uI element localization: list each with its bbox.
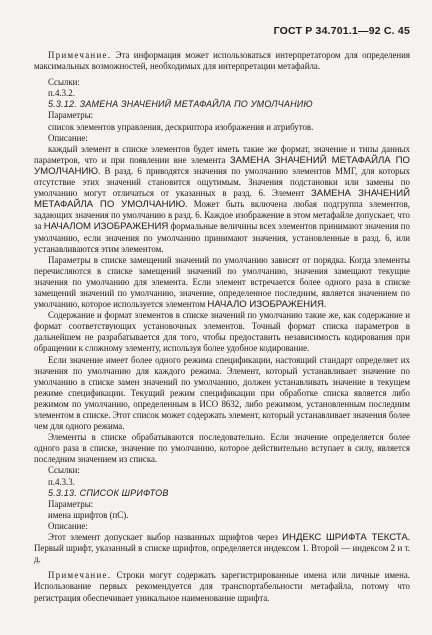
page-header: ГОСТ Р 34.701.1—92 С. 45	[273, 25, 410, 37]
desc-p2-tail: .	[323, 299, 327, 310]
element-name-begin-picture-1: НАЧАЛОМ ИЗОБРАЖЕНИЯ	[43, 221, 169, 233]
ref-1: п.4.3.2.	[48, 88, 75, 99]
element-name-replace-defaults-1: ЗАМЕНА ЗНАЧЕНИЙ МЕТАФАЙЛА ПО УМОЛЧАНИЮ	[34, 154, 410, 177]
desc-paragraph-5: Элементы в списке обрабатываются последовательно. Если значение определяется более одного раза в списке, значение по умолчанию, которое действительно вступает в силу, является последним значением из списка.	[34, 432, 410, 465]
params-label-2: Параметры:	[48, 498, 94, 509]
element-name-begin-picture-2: НАЧАЛО ИЗОБРАЖЕНИЯ	[207, 299, 324, 311]
params-label-1: Параметры:	[48, 110, 94, 121]
section-5-3-12-title: 5.3.12. ЗАМЕНА ЗНАЧЕНИЙ МЕТАФАЙЛА ПО УМОЛЧАНИЮ	[48, 99, 313, 110]
ref-2: п.4.3.3.	[48, 476, 75, 487]
note-2-label: Примечание.	[48, 570, 112, 581]
note-1-text: Эта информация может использоваться интерпретатором для определения максимальных возможностей, необходимых для интерпретации метафайла.	[34, 50, 410, 72]
desc-paragraph-6	[34, 532, 410, 565]
desc-6-a: Этот элемент допускает выбор названных шрифтов через	[48, 532, 278, 543]
element-name-text-font-index: ИНДЕКС ШРИФТА ТЕКСТА	[282, 532, 408, 544]
refs-label-2: Ссылки:	[48, 465, 80, 476]
desc-paragraph-2	[34, 255, 410, 310]
desc-paragraph-4: Если значение имеет более одного режима спецификации, настоящий стандарт определяет их значения по умолчанию для каждого режима. Элемент, который устанавливает значение по умолчанию в списке замен значений по умолчанию, должен устанавливать значение в текущем режиме спецификации. Текущий режим спецификации при обработке списка является либо режимом по умолчанию, определенным в ИСО 8632, либо режимом, установленным последним элементом в списке. Этот список может содержать элемент, который устанавливает значения более чем для одного режима.	[34, 354, 410, 432]
desc-paragraph-1	[34, 144, 410, 255]
element-name-replace-defaults-2: ЗАМЕНА ЗНАЧЕНИЙ МЕТАФАЙЛА ПО УМОЛЧАНИЮ	[34, 188, 410, 211]
note-1-label: Примечание.	[48, 50, 112, 60]
page-content	[34, 50, 410, 604]
desc-p1-g: формальные величины всех элементов принимают значения по умолчанию, если значения по умолчанию принимают значения, установленные в разд. 6, или устанавливаются этим элементом.	[34, 221, 410, 254]
params-text-2: имена шрифтов (пС).	[48, 509, 129, 520]
desc-p1-a: каждый элемент в списке элементов будет иметь такие же формат, значение и типы данных параметров, что и при появлении вне элемента	[34, 143, 410, 165]
desc-p2-text: Параметры в списке замещений значений по умолчанию зависят от порядка. Когда элементы перечисляются в списке замещений значений по умолчанию, значения замещают текущие значения по умолчанию для элемента. Если элемент встречается более одного раза в списке замещений значений по умолчанию, значение, определенное последним, является значением по умолчанию, которое используется элементом	[34, 254, 410, 310]
refs-label-1: Ссылки:	[48, 77, 80, 88]
note-2	[34, 570, 410, 603]
desc-paragraph-3: Содержание и формат элементов в списке значений по умолчанию такие же, как содержание и формат соответствующих установочных элементов. Точный формат списка параметров в дальнейшем не разрабатывается для того, чтобы предоставить независимость кодирования при обращении к сложному элементу, используя более удобное кодирование.	[34, 310, 410, 354]
section-5-3-13-title: 5.3.13. СПИСОК ШРИФТОВ	[48, 487, 169, 498]
desc-label-1: Описание:	[48, 132, 88, 143]
note-1	[34, 50, 410, 72]
desc-p1-e: . Может быть включена любая подгруппа элементов, задающих значения по умолчанию в разд. 6. Каждое изображение в этом метафайле допускает, что за	[34, 199, 410, 232]
note-2-text: Строки могут содержать зарегистрированные имена или личные имена. Использование первых рекомендуется для транспортабельности метафайла, потому что регистрация обеспечивает уникальное наименование шрифта.	[34, 570, 411, 603]
desc-p1-c: . В разд. 6 приводятся значения по умолчанию элементов ММГ, для которых отсутствие этих значений становится ощутимым. Значения подстановки или замены по умолчанию могут отличаться от указанных в разд. 6. Элемент	[34, 165, 410, 199]
desc-6-c: . Первый шрифт, указанный в списке шрифтов, определяется индексом 1. Второй — индексом 2 и т. д.	[34, 532, 410, 565]
desc-label-2: Описание:	[48, 520, 88, 531]
params-text-1: список элементов управления, дескриптора изображения и атрибутов.	[48, 121, 314, 132]
